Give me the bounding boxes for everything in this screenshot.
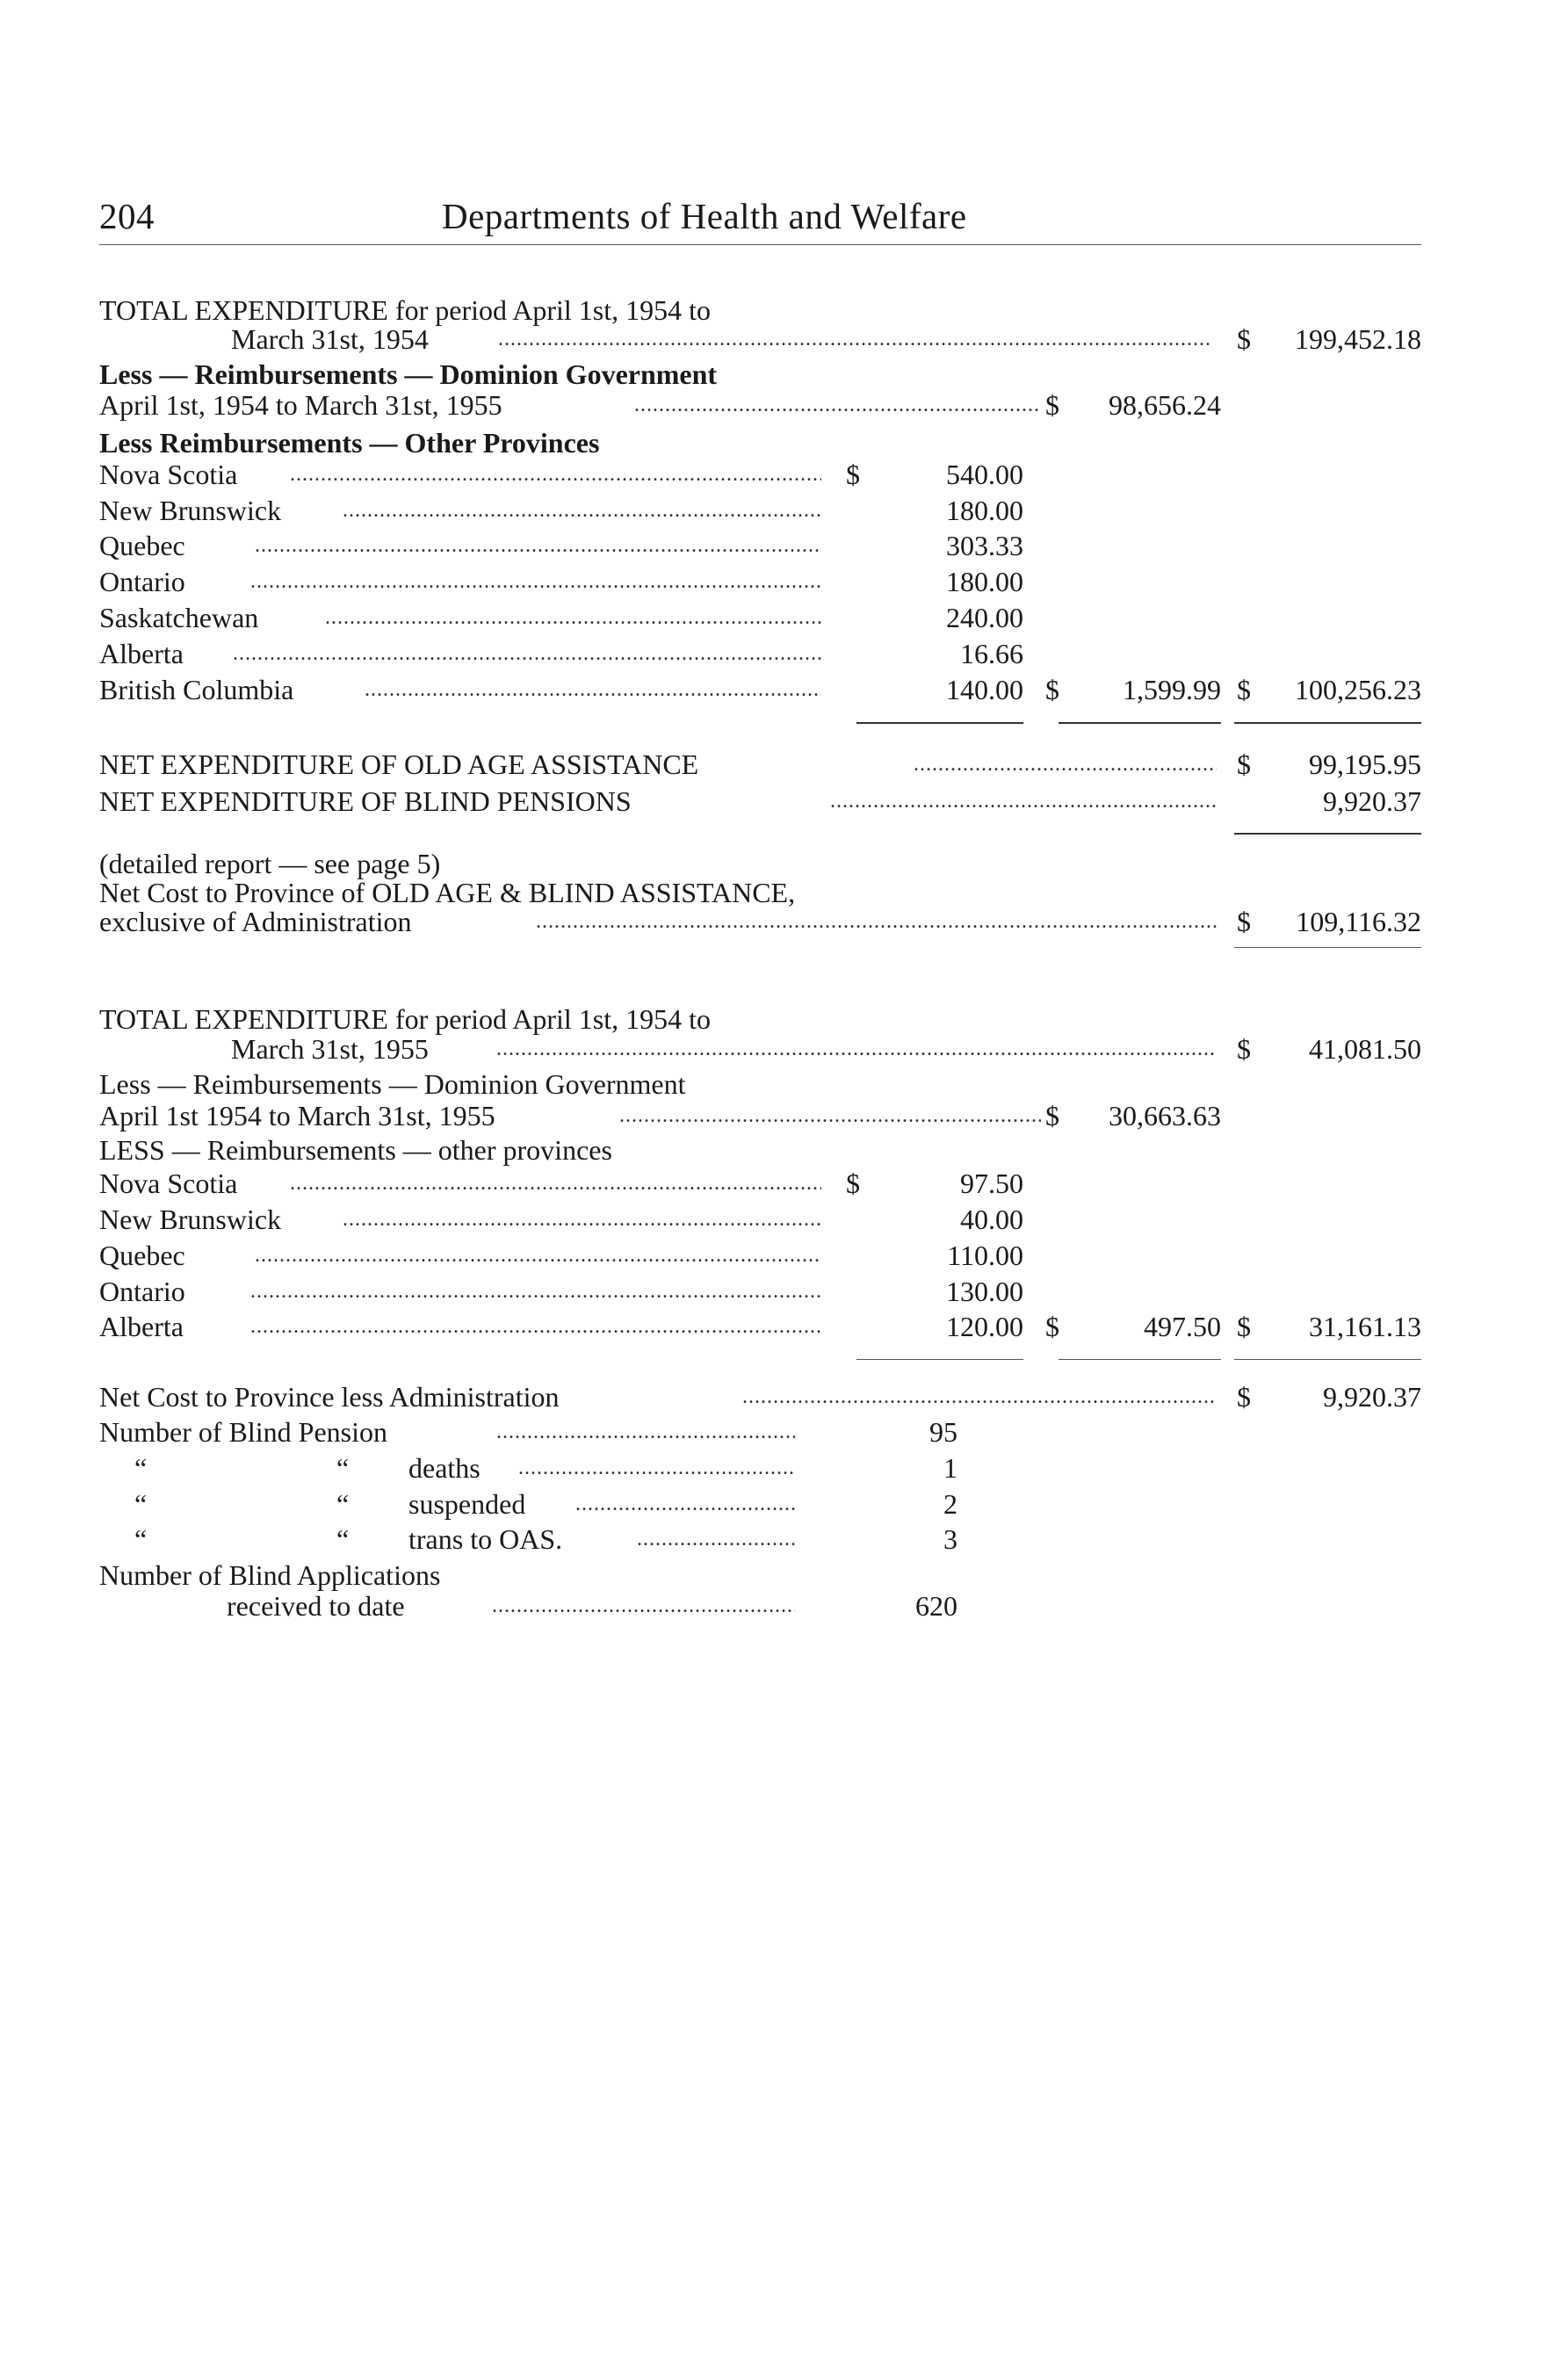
leader-dots (496, 1031, 1217, 1066)
blind-total-currency: $ (1237, 1033, 1251, 1065)
province-amount: 180.00 (946, 566, 1023, 597)
page-header-title: Departments of Health and Welfare (442, 196, 967, 236)
province-name: Quebec (99, 1240, 185, 1271)
province-amount: 40.00 (960, 1204, 1023, 1235)
combined-net-cost-line1: Net Cost to Province of OLD AGE & BLIND ASSISTANCE, (99, 877, 796, 908)
oas-dominion-currency: $ (1045, 389, 1059, 421)
blind-net-expenditure-amount: 9,920.37 (1323, 785, 1421, 817)
leader-dots (496, 1414, 795, 1449)
applications-count: 620 (915, 1590, 957, 1622)
province-name: Nova Scotia (99, 459, 238, 490)
blind-provinces-total-currency: $ (1045, 1311, 1059, 1342)
leader-dots (742, 1379, 1217, 1414)
leader-dots (233, 636, 821, 671)
province-amount: 120.00 (946, 1311, 1023, 1342)
oas-reimbursements-total-currency: $ (1237, 674, 1251, 705)
ditto-mark: “ (134, 1523, 148, 1555)
deaths-label: deaths (408, 1452, 481, 1484)
province-amount: 16.66 (960, 638, 1023, 669)
page-number: 204 (99, 196, 155, 236)
column-rule (1234, 1359, 1421, 1360)
leader-dots (290, 1166, 821, 1201)
province-name: Quebec (99, 530, 185, 561)
applications-line1: Number of Blind Applications (99, 1559, 441, 1591)
blind-provinces-currency: $ (846, 1168, 860, 1199)
oas-net-expenditure-label: NET EXPENDITURE OF OLD AGE ASSISTANCE (99, 748, 699, 780)
ditto-mark: “ (336, 1452, 350, 1484)
oas-net-expenditure-amount: 99,195.95 (1309, 748, 1421, 780)
blind-total-line2: March 31st, 1955 (231, 1033, 429, 1065)
province-name: British Columbia (99, 674, 294, 705)
blind-net-cost-amount: 9,920.37 (1323, 1381, 1421, 1413)
leader-dots (343, 1202, 821, 1237)
leader-dots (575, 1486, 795, 1522)
province-name: Saskatchewan (99, 602, 259, 633)
province-amount: 130.00 (946, 1276, 1023, 1307)
transferred-label: trans to OAS. (408, 1523, 563, 1555)
leader-dots (325, 600, 821, 635)
oas-provinces-heading: Less Reimbursements — Other Provinces (99, 427, 600, 459)
leader-dots (290, 457, 821, 492)
province-name: New Brunswick (99, 495, 282, 526)
leader-dots (365, 672, 821, 707)
oas-dominion-amount: 98,656.24 (1109, 389, 1221, 421)
oas-total-amount: 199,452.18 (1295, 323, 1421, 355)
column-rule (1234, 833, 1421, 835)
province-amount: 110.00 (947, 1240, 1023, 1271)
province-name: Nova Scotia (99, 1168, 238, 1199)
blind-provinces-heading: LESS — Reimbursements — other provinces (99, 1134, 612, 1166)
province-amount: 240.00 (946, 602, 1023, 633)
leader-dots (492, 1588, 795, 1623)
leader-dots (498, 322, 1210, 357)
province-amount: 540.00 (946, 459, 1023, 490)
oas-provinces-currency: $ (846, 459, 860, 490)
suspended-count: 2 (943, 1488, 957, 1520)
leader-dots (634, 387, 1040, 423)
blind-net-expenditure-label: NET EXPENDITURE OF BLIND PENSIONS (99, 785, 632, 817)
transferred-count: 3 (943, 1523, 957, 1555)
province-amount: 180.00 (946, 495, 1023, 526)
leader-dots (250, 1274, 821, 1309)
blind-reimbursements-total-currency: $ (1237, 1311, 1251, 1342)
blind-total-amount: 41,081.50 (1309, 1033, 1421, 1065)
leader-dots (637, 1522, 795, 1557)
oas-dominion-line1: Less — Reimbursements — Dominion Government (99, 358, 718, 390)
leader-dots (914, 747, 1217, 782)
blind-net-cost-label: Net Cost to Province less Administration (99, 1381, 560, 1413)
blind-pension-count: 95 (929, 1416, 957, 1448)
ditto-mark: “ (134, 1488, 148, 1520)
province-name: Alberta (99, 1311, 184, 1342)
leader-dots (343, 493, 821, 528)
leader-dots (250, 564, 821, 599)
header-rule (99, 244, 1421, 245)
oas-provinces-total-currency: $ (1045, 674, 1059, 705)
oas-dominion-line2: April 1st, 1954 to March 31st, 1955 (99, 389, 502, 421)
detail-note: (detailed report — see page 5) (99, 848, 441, 879)
oas-total-currency: $ (1237, 323, 1251, 355)
province-amount: 140.00 (946, 674, 1023, 705)
oas-total-line1: TOTAL EXPENDITURE for period April 1st, 1954 to (99, 294, 712, 326)
blind-net-cost-currency: $ (1237, 1381, 1251, 1413)
blind-dominion-line2: April 1st 1954 to March 31st, 1955 (99, 1100, 495, 1131)
column-rule (1059, 1359, 1221, 1360)
combined-net-cost-amount: 109,116.32 (1296, 906, 1421, 937)
province-name: Ontario (99, 566, 185, 597)
province-name: Ontario (99, 1276, 185, 1307)
blind-provinces-total: 497.50 (1144, 1311, 1221, 1342)
blind-dominion-amount: 30,663.63 (1109, 1100, 1221, 1131)
oas-total-line2: March 31st, 1954 (231, 323, 429, 355)
oas-net-expenditure-currency: $ (1237, 748, 1251, 780)
leader-dots (255, 1238, 821, 1273)
blind-total-line1: TOTAL EXPENDITURE for period April 1st, 1954 to (99, 1003, 712, 1035)
leader-dots (830, 784, 1217, 819)
column-rule (1059, 722, 1221, 724)
leader-dots (250, 1309, 821, 1344)
blind-pension-count-label: Number of Blind Pension (99, 1416, 387, 1448)
blind-dominion-line1 (99, 1066, 685, 1102)
province-name: Alberta (99, 638, 184, 669)
ditto-mark: “ (134, 1452, 148, 1484)
combined-net-cost-currency: $ (1237, 906, 1251, 937)
column-rule (856, 722, 1023, 724)
province-name: New Brunswick (99, 1204, 282, 1235)
applications-line2: received to date (227, 1590, 405, 1622)
column-rule (856, 1359, 1023, 1360)
oas-reimbursements-total: 100,256.23 (1295, 674, 1421, 705)
leader-dots (518, 1450, 795, 1486)
oas-provinces-total: 1,599.99 (1123, 674, 1221, 705)
suspended-label: suspended (408, 1488, 526, 1520)
column-rule (1234, 947, 1421, 948)
leader-dots (255, 528, 821, 563)
column-rule (1234, 722, 1421, 724)
province-amount: 303.33 (946, 530, 1023, 561)
blind-dominion-line1-text: Less — Reimbursements — Dominion Government (99, 1068, 686, 1100)
blind-reimbursements-total: 31,161.13 (1309, 1311, 1421, 1342)
leader-dots (619, 1098, 1041, 1133)
blind-dominion-currency: $ (1045, 1100, 1059, 1131)
province-amount: 97.50 (960, 1168, 1023, 1199)
ditto-mark: “ (336, 1523, 350, 1555)
deaths-count: 1 (943, 1452, 957, 1484)
ditto-mark: “ (336, 1488, 350, 1520)
combined-net-cost-line2: exclusive of Administration (99, 906, 412, 937)
leader-dots (536, 904, 1217, 939)
